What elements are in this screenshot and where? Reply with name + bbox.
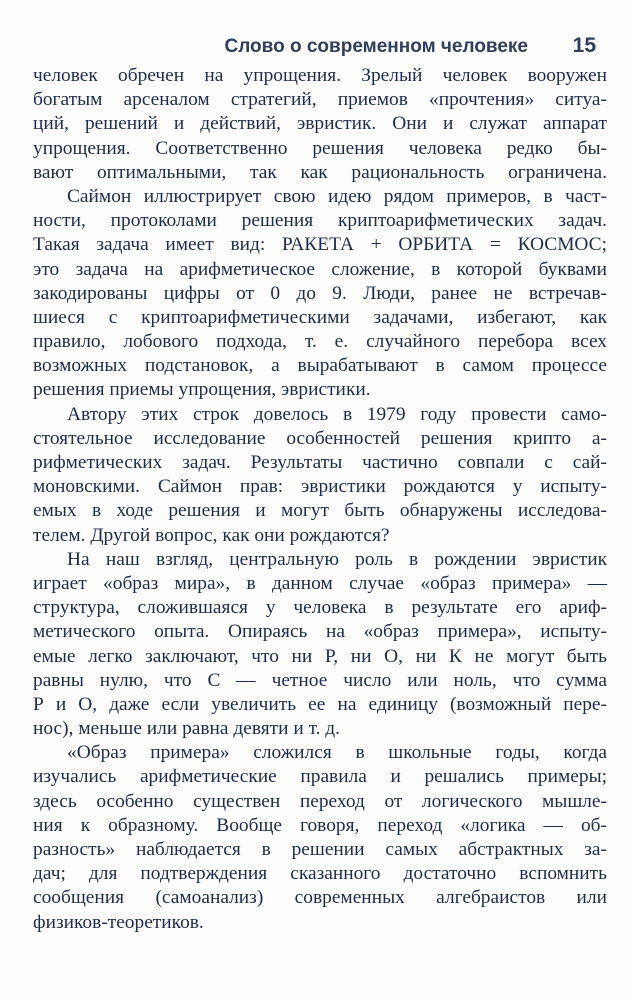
text-line: это задача на арифметическое сложение, в которой буквами	[33, 258, 607, 280]
text-line: метического опыта. Опираясь на «образ примера», испыту-	[33, 621, 607, 643]
text-line: Р и О, даже если увеличить ее на единицу (возможный пере-	[33, 693, 607, 715]
text-line: равны нулю, что С — четное число или ноль, что сумма	[33, 669, 607, 691]
paragraph	[33, 403, 607, 548]
text-line: структура, сложившаяся у человека в результате его ариф-	[33, 597, 607, 619]
text-line: изучались арифметические правила и решались примеры;	[33, 766, 607, 788]
text-line: упрощения. Соответственно решения человека редко бы-	[33, 137, 607, 159]
text-line: ния к образному. Вообще говоря, переход «логика — об-	[33, 814, 607, 836]
text-line: играет «образ мира», в данном случае «образ примера» —	[33, 572, 607, 594]
text-line: На наш взгляд, центральную роль в рождении эвристик	[67, 548, 607, 570]
text-line: возможных подстановок, а вырабатывают в самом процессе	[33, 355, 607, 377]
paragraph	[33, 741, 607, 935]
text-line: моновскими. Саймон прав: эвристики рождаются у испыту-	[33, 476, 607, 498]
text-line: шиеся с криптоарифметическими задачами, избегают, как	[33, 306, 607, 328]
text-line: емые легко заключают, что ни Р, ни О, ни К не могут быть	[33, 645, 607, 667]
text-line: Саймон иллюстрирует свою идею рядом примеров, в част-	[67, 185, 607, 207]
text-line: нос), меньше или равна девяти и т. д.	[33, 718, 341, 740]
text-line: рифметических задач. Результаты частично совпали с сай-	[33, 452, 607, 473]
text-line: правило, лобового подхода, т. е. случайного перебора всех	[33, 331, 607, 353]
running-title: Слово о современном человеке	[224, 36, 528, 57]
body-text	[33, 64, 607, 935]
text-line: физиков-теоретиков.	[33, 911, 204, 933]
text-line: Автору этих строк довелось в 1979 году провести само-	[67, 403, 607, 425]
text-line: Такая задача имеет вид: РАКЕТА + ОРБИТА = КОСМОС;	[33, 234, 607, 256]
text-line: вают оптимальными, так как рациональность ограничена.	[33, 161, 607, 183]
text-line: решения приемы упрощения, эвристики.	[33, 379, 371, 401]
text-line: закодированы цифры от 0 до 9. Люди, ранее не встречав-	[33, 282, 607, 304]
text-line: разность» наблюдается в решении самых абстрактных за-	[33, 839, 607, 860]
page-number: 15	[572, 34, 596, 57]
running-head	[0, 36, 632, 64]
text-line: стоятельное исследование особенностей решения крипто а-	[33, 427, 607, 449]
paragraph	[33, 185, 607, 403]
text-line: богатым арсеналом стратегий, приемов «прочтения» ситуа-	[33, 89, 607, 111]
text-line: ций, решений и действий, эвристик. Они и служат аппарат	[33, 113, 607, 135]
text-line: сообщения (самоанализ) современных алгебраистов или	[33, 887, 607, 909]
text-line: «Образ примера» сложился в школьные годы, когда	[67, 742, 607, 764]
text-line: человек обречен на упрощения. Зрелый человек вооружен	[33, 65, 607, 86]
paragraph	[33, 64, 607, 185]
text-line: емых в ходе решения и могут быть обнаружены исследова-	[33, 500, 607, 522]
paragraph	[33, 548, 607, 742]
text-line: дач; для подтверждения сказанного достаточно вспомнить	[33, 863, 607, 885]
text-line: ности, протоколами решения криптоарифметических задач.	[33, 210, 607, 232]
text-line: телем. Другой вопрос, как они рождаются?	[33, 524, 390, 546]
text-line: здесь особенно существен переход от логического мышле-	[33, 790, 607, 812]
